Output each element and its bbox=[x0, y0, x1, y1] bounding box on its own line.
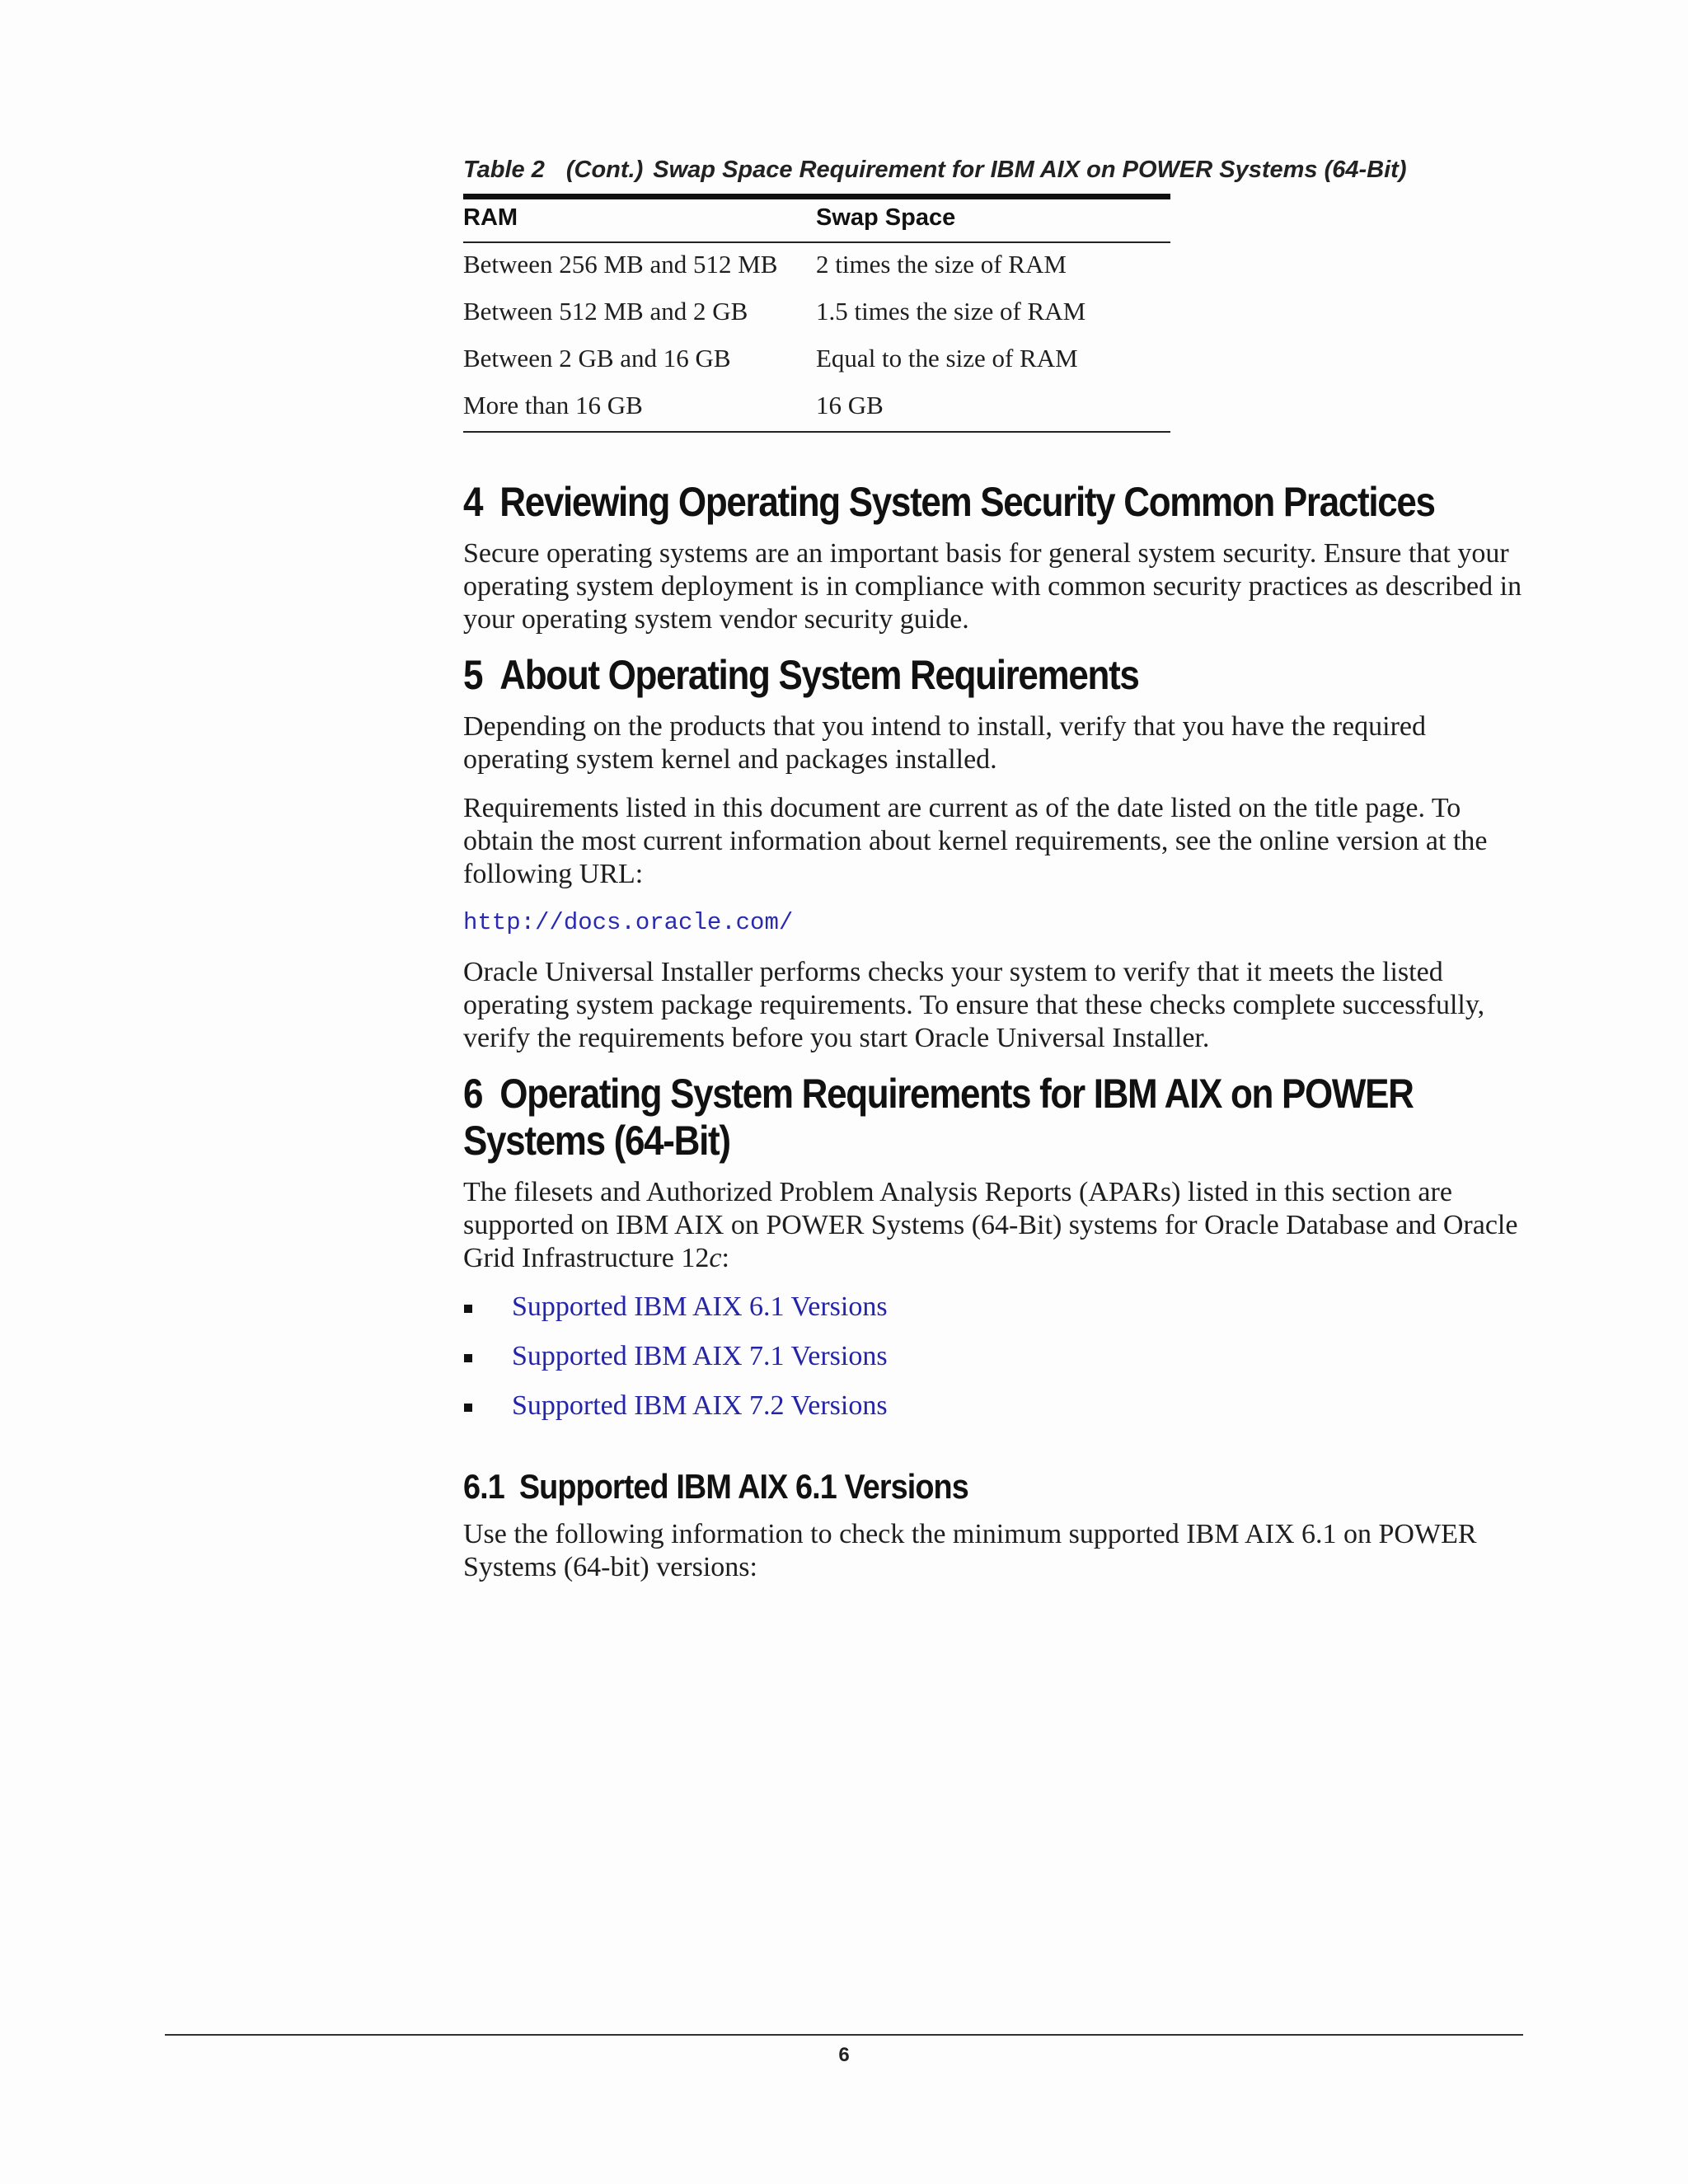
section-6-title-line-1: Operating System Requirements for IBM AIX on POWER bbox=[499, 1071, 1414, 1117]
section-5-paragraph-2: Requirements listed in this document are current as of the date listed on the title page. To obtain the most current information about kernel requirements, see the online version at the following URL: bbox=[463, 793, 1488, 889]
section-4-number: 4 bbox=[463, 479, 483, 525]
section-6-number: 6 bbox=[463, 1071, 483, 1117]
table-cell-swap: Equal to the size of RAM bbox=[816, 344, 1078, 373]
table-caption-title: Swap Space Requirement for IBM AIX on POWER Systems (64-Bit) bbox=[653, 157, 1407, 183]
section-4-title: Reviewing Operating System Security Common Practices bbox=[499, 479, 1435, 525]
table-cell-ram: Between 512 MB and 2 GB bbox=[463, 297, 748, 326]
section-5-paragraph-1: Depending on the products that you intend to install, verify that you have the required operating system kernel and packages installed. bbox=[463, 711, 1426, 775]
table-cell-ram: Between 2 GB and 16 GB bbox=[463, 344, 731, 373]
footer-divider bbox=[165, 2034, 1523, 2036]
square-bullet-icon bbox=[464, 1404, 472, 1412]
table-cell-swap: 1.5 times the size of RAM bbox=[816, 297, 1086, 326]
list-item bbox=[463, 1390, 1535, 1422]
section-6-paragraph-end: : bbox=[721, 1243, 729, 1273]
page-number: 6 bbox=[838, 2044, 850, 2066]
table-row bbox=[463, 384, 1170, 432]
table-cell-swap: 16 GB bbox=[816, 391, 884, 419]
table-caption-number: Table 2 bbox=[463, 157, 545, 183]
square-bullet-icon bbox=[464, 1305, 472, 1313]
section-4-heading bbox=[463, 479, 1479, 526]
square-bullet-icon bbox=[464, 1354, 472, 1362]
link-aix-6-1-versions[interactable]: Supported IBM AIX 6.1 Versions bbox=[512, 1291, 888, 1322]
swap-space-table bbox=[463, 194, 1170, 433]
table-caption bbox=[463, 157, 1535, 184]
aix-versions-link-list bbox=[463, 1291, 1535, 1422]
section-6-paragraph bbox=[463, 1176, 1535, 1275]
section-5-number: 5 bbox=[463, 652, 483, 698]
section-6-1-title: Supported IBM AIX 6.1 Versions bbox=[518, 1467, 968, 1506]
release-suffix-italic: c bbox=[709, 1243, 722, 1273]
section-5-paragraph-3: Oracle Universal Installer performs checks your system to verify that it meets the listed operating system package requirements. To ensure that these checks complete successfully, verify the requirements before you start Oracle Universal Installer. bbox=[463, 957, 1485, 1053]
list-item bbox=[463, 1340, 1535, 1373]
table-cell-ram: More than 16 GB bbox=[463, 391, 643, 419]
section-6-title-line-2: Systems (64-Bit) bbox=[463, 1118, 730, 1164]
table-caption-cont: (Cont.) bbox=[565, 157, 644, 183]
link-aix-7-2-versions[interactable]: Supported IBM AIX 7.2 Versions bbox=[512, 1390, 888, 1421]
table-cell-ram: Between 256 MB and 512 MB bbox=[463, 250, 778, 279]
section-6-1-number: 6.1 bbox=[463, 1467, 504, 1506]
document-page bbox=[463, 157, 1535, 1600]
table-cell-swap: 2 times the size of RAM bbox=[816, 250, 1067, 279]
section-6-1-heading bbox=[463, 1467, 1502, 1507]
section-6-paragraph-text: The filesets and Authorized Problem Analysis Reports (APARs) listed in this section are supported on IBM AIX on POWER Systems (64-Bit) systems for Oracle Database and Oracle Grid Infrastructure 12 bbox=[463, 1177, 1518, 1273]
table-row bbox=[463, 290, 1170, 337]
table-row bbox=[463, 242, 1170, 290]
table-header-swap-space: Swap Space bbox=[816, 197, 1170, 243]
section-4-paragraph: Secure operating systems are an important basis for general system security. Ensure that your operating system deployment is in compliance with common security practices as described in your operating system vendor security guide. bbox=[463, 538, 1522, 635]
table-header-row bbox=[463, 197, 1170, 243]
section-6-1-paragraph: Use the following information to check the minimum supported IBM AIX 6.1 on POWER Systems (64-bit) versions: bbox=[463, 1519, 1477, 1582]
table-row bbox=[463, 337, 1170, 384]
link-aix-7-1-versions[interactable]: Supported IBM AIX 7.1 Versions bbox=[512, 1341, 888, 1371]
section-6-heading bbox=[463, 1071, 1479, 1165]
docs-url[interactable]: http://docs.oracle.com/ bbox=[463, 909, 794, 936]
table-header-ram: RAM bbox=[463, 197, 816, 243]
list-item bbox=[463, 1291, 1535, 1324]
section-5-heading bbox=[463, 652, 1479, 699]
section-5-title: About Operating System Requirements bbox=[499, 652, 1139, 698]
